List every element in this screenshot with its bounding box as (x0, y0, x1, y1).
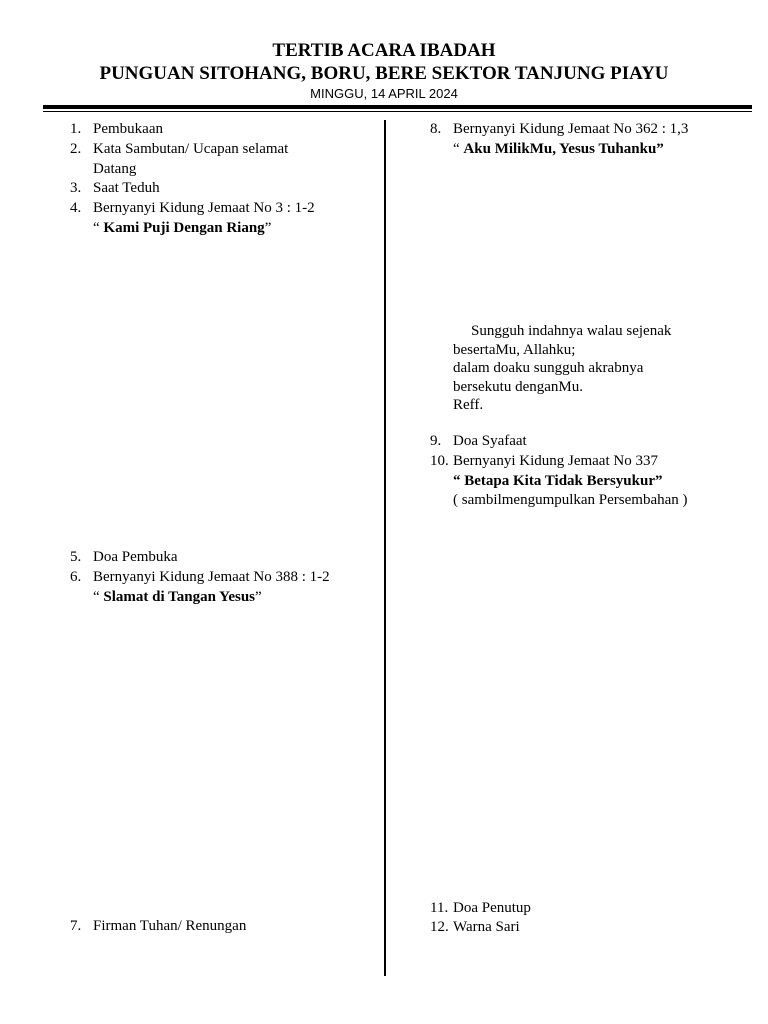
agenda-item-text: Doa Penutup (453, 900, 531, 916)
quote-open: “ (453, 140, 464, 157)
document-header (0, 40, 768, 103)
agenda-item-number: 5. (70, 549, 82, 565)
agenda-item-text: Bernyanyi Kidung Jemaat No 3 : 1-2 (93, 200, 315, 216)
song-title: Slamat di Tangan Yesus (103, 588, 256, 605)
document-title: TERTIB ACARA IBADAH (272, 40, 496, 61)
agenda-item-text: Bernyanyi Kidung Jemaat No 362 : 1,3 (453, 121, 689, 137)
verse-line: bersekutu denganMu. (453, 378, 583, 395)
agenda-item-number: 4. (70, 200, 82, 216)
agenda-item-text: Saat Teduh (93, 180, 160, 196)
header-rule-thick (43, 105, 752, 109)
column-divider (384, 120, 386, 976)
song-verse (453, 322, 671, 415)
quote-open: “ (93, 588, 104, 605)
song-title: Kami Puji Dengan Riang (103, 219, 265, 236)
agenda-item-number: 7. (70, 918, 82, 934)
agenda-item-number: 3. (70, 180, 82, 196)
agenda-item-text: Firman Tuhan/ Renungan (93, 918, 247, 934)
verse-line: dalam doaku sungguh akrabnya (453, 360, 644, 376)
agenda-item-note: ( sambilmengumpulkan Persembahan ) (453, 492, 688, 508)
song-title-line (453, 140, 664, 160)
verse-line: Sungguh indahnya walau sejenak (471, 323, 672, 339)
agenda-item-text: Warna Sari (453, 919, 520, 935)
agenda-item-text: Bernyanyi Kidung Jemaat No 337 (453, 453, 658, 469)
agenda-item-number: 10. (430, 453, 449, 469)
document-subtitle: PUNGUAN SITOHANG, BORU, BERE SEKTOR TANJUNG PIAYU (99, 63, 669, 84)
agenda-item-text: Doa Pembuka (93, 549, 178, 565)
agenda-item-text: Pembukaan (93, 121, 163, 137)
verse-line: besertaMu, Allahku; (453, 341, 576, 358)
agenda-item-number: 8. (430, 121, 442, 137)
agenda-item-number: 9. (430, 433, 442, 449)
agenda-item-number: 1. (70, 121, 82, 137)
song-title: “ Betapa Kita Tidak Bersyukur” (453, 472, 663, 489)
quote-open: “ (93, 219, 104, 236)
verse-refrain: Reff. (453, 397, 484, 413)
song-title-line (93, 588, 262, 608)
agenda-item-number: 6. (70, 569, 82, 585)
agenda-item-text: Kata Sambutan/ Ucapan selamat Datang (93, 141, 289, 177)
song-title: Aku MilikMu, Yesus Tuhanku” (463, 140, 664, 157)
agenda-item-text: Bernyanyi Kidung Jemaat No 388 : 1-2 (93, 569, 330, 585)
agenda-item-number: 2. (70, 141, 82, 157)
song-title-line (93, 219, 271, 239)
document-date: MINGGU, 14 APRIL 2024 (310, 86, 458, 101)
quote-close: ” (255, 588, 262, 605)
agenda-item-number: 12. (430, 919, 449, 935)
agenda-item-number: 11. (430, 900, 449, 916)
quote-close: ” (264, 219, 272, 236)
header-rule-thin (43, 111, 752, 112)
agenda-item-text: Doa Syafaat (453, 433, 527, 449)
